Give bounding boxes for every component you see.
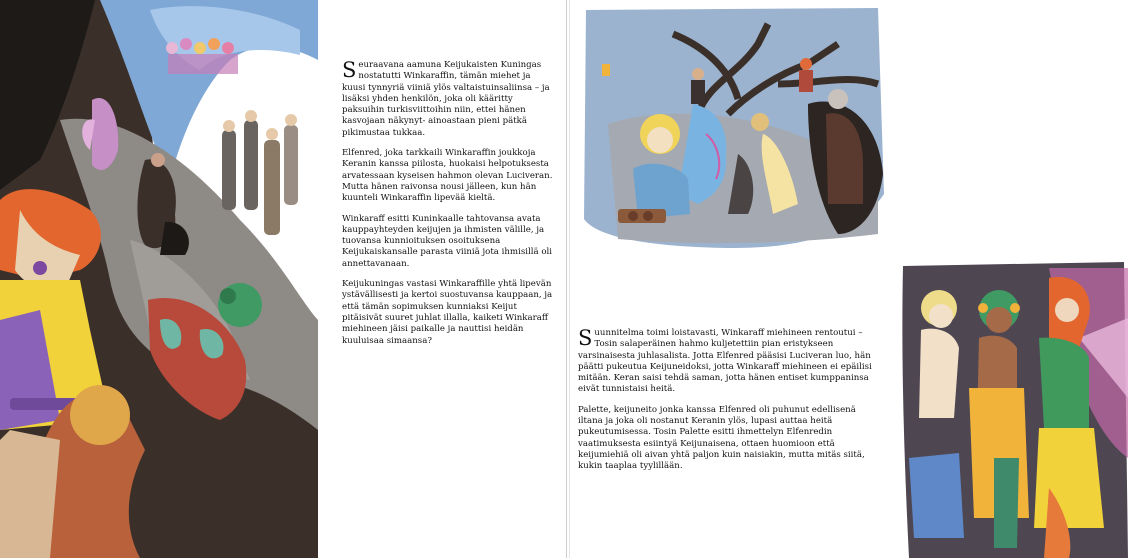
- tree-gathering-drawing: [578, 4, 890, 254]
- fairy-king-court-illustration: [0, 0, 318, 558]
- fairy-king-court-drawing: [0, 0, 318, 558]
- paragraph-text: euraavana aamuna Keijukaisten Kuningas nostatutti Winkaraffin, tämän miehet ja kuusi tynnyriä viiniä ylös valtaistuinsaliinsa – ja lisäksi yhden henkilön, joka oli kääritty paksuihin turkisviittoihin niin, ettei hänen kasvojaan näkynyt- ainoastaan pieni pätkä pikimustaa tukkaa.: [342, 60, 550, 138]
- left-paragraph-2: Elfenred, joka tarkkaili Winkaraffin joukkoja Keranin kanssa piilosta, huokaisi helpotuksesta arvatessaan kyseisen hahmon olevan Luciveran. Mutta hänen raivonsa nousi jälleen, kun hän kuunteli Winkaraffin lipevää kieltä.: [342, 148, 553, 204]
- three-fairies-drawing: [899, 258, 1128, 558]
- left-paragraph-3: Winkaraff esitti Kuninkaalle tahtovansa avata kauppayhteyden keijujen ja ihmisten välille, ja tuovansa kunnioituksen osoituksena Keijukaiskansalle parasta viiniä jota ihmisillä oli annettavanaan.: [342, 213, 553, 269]
- dropcap: S: [342, 58, 357, 82]
- left-page-text: [342, 60, 556, 356]
- left-paragraph-1: [342, 60, 556, 139]
- three-fairies-illustration: [899, 258, 1128, 558]
- left-paragraph-4: Keijukuningas vastasi Winkaraffille yhtä lipevän ystävällisesti ja kertoi suostuvansa kauppaan, ja että tämän sopimuksen kunniaksi Keijut pitäisivät suuret juhlat illalla, kaiketi Winkaraff miehineen jäisi paikalle ja nauttisi heidän kuuluisaa simaansa?: [342, 279, 553, 346]
- dropcap: S: [578, 326, 593, 350]
- tree-gathering-illustration: [578, 4, 890, 254]
- right-paragraph-2: Palette, keijuneito jonka kanssa Elfenred oli puhunut edellisenä iltana ja joka oli nostanut Keranin ylös, lupasi auttaa heitä pukeutumisessa. Tosin Palette esitti ihmettelyn Elfenredin vaatimuksesta esiintyä Keijunaisena, ottaen huomioon että keijumiehiä oli aivan yhtä paljon kuin naisiakin, mutta mitäs siitä, kukin taaplaa tyylillään.: [578, 404, 865, 472]
- right-paragraph-1: [578, 328, 880, 396]
- paragraph-text: uunnitelma toimi loistavasti, Winkaraff miehineen rentoutui – Tosin salaperäinen hahmo kuljetettiin pian eristykseen varsinaisesta juhlasalista. Jotta Elfenred pääsisi Luciveran luo, hän päätti pukeutua Keijuneidoksi, jotta Winkaraff miehineen ei epäilisi mitään. Keran saisi tehdä saman, jotta hänen entiset kumppaninsa eivät tunnistaisi heitä.: [578, 328, 872, 395]
- right-page-text: [578, 328, 880, 482]
- page-gutter-shadow: [569, 0, 570, 558]
- page-gutter: [566, 0, 567, 558]
